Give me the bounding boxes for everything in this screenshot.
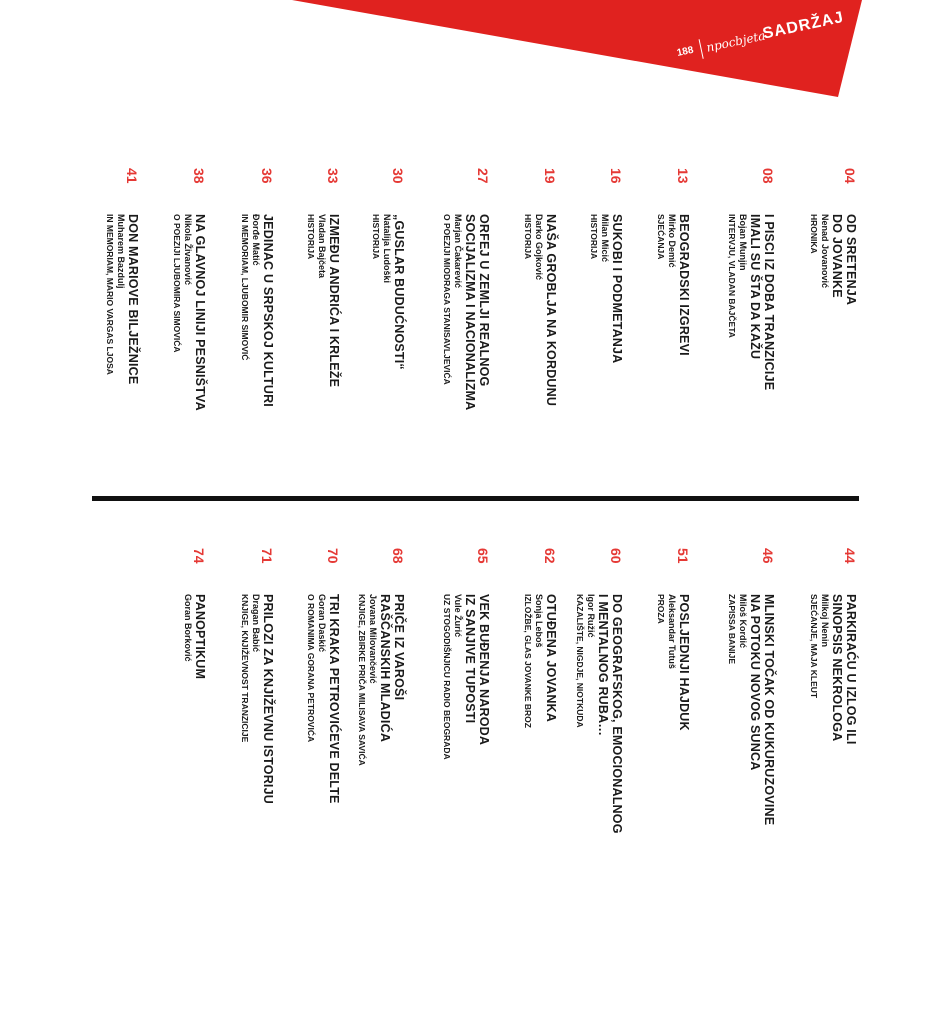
article-title: IZ SANJIVE TUPOSTI [463,594,477,724]
author-name: Natalija Ludoški [382,214,392,284]
article-category: HISTORIJA [523,214,533,260]
page-number: 04 [842,168,858,184]
toc-entry [645,548,691,1028]
toc-entry [357,548,406,1028]
article-title: RAŠČANSKIH MLADIĆA [378,594,392,743]
article-title: ORFEJ U ZEMLJI REALNOG [477,214,491,387]
page-number: 19 [542,168,558,184]
author-name: Vule Žurić [453,594,463,638]
entry-body [808,594,858,1014]
entry-body [239,594,275,1014]
article-category: IN MEMORIAM, MARIO VARGAS LJOSA [105,214,115,375]
article-title: OD SRETENJA [844,214,858,306]
article-category: SJEĆANJA [656,214,666,260]
toc-entry [512,548,558,1028]
page-number: 30 [390,168,406,184]
toc-entry [161,548,207,1028]
entry-body [441,594,491,1014]
author-name: Nenad Jovanović [820,214,830,289]
page-number: 16 [608,168,624,184]
entry-body [726,594,776,1014]
article-category: O ROMANIMA GORANA PETROVIĆA [306,594,316,743]
article-title: IMALI SU ŠTA DA KAŽU [748,214,762,360]
author-name: Dragan Babić [251,594,261,653]
entry-body [305,594,341,1014]
magazine-name: npocbjeta [705,28,767,55]
toc-entry [727,548,776,1028]
toc-entry [94,168,140,648]
article-title: VEK BUĐENJA NARODA [477,594,491,746]
article-title: NAŠA GROBLJA NA KORDUNU [544,214,558,407]
article-title: OTUĐENA JOVANKA [544,594,558,723]
article-category: KAZALIŠTE, NIGDJE, NIOTKUDA [575,594,585,728]
article-title: DON MARIOVE BILJEŽNICE [126,214,140,385]
article-category: SJEĆANJE, MAJA KLEUT [809,594,819,699]
section-title: SADRŽAJ [761,8,846,43]
author-name: Bojan Munjin [738,214,748,271]
article-category: PROZA [656,594,666,624]
page-number: 38 [191,168,207,184]
entry-body [574,594,624,1014]
article-title: I MENTALNOG RUBA… [596,594,610,737]
page-number: 41 [124,168,140,184]
article-category: KNJIGE, ZBIRKE PRIČA MILISAVA SAVIĆA [357,594,367,766]
article-title: PANOPTIKUM [193,594,207,680]
toc-entry [575,548,624,1028]
author-name: Milkoj Nenin [820,594,830,648]
article-title: IZMEĐU ANDRIĆA I KRLEŽE [327,214,341,388]
author-name: Goran Daskić [317,594,327,653]
author-name: Nikola Živanović [183,214,193,286]
author-name: Igor Ružić [586,594,596,638]
page-number: 13 [675,168,691,184]
article-title: SINOPSIS NEKROLOGA [830,594,844,742]
author-name: Đorđe Matić [251,214,261,266]
entry-body [522,594,558,1014]
page-number: 74 [191,548,207,564]
article-category: KNJIGE, KNJIŽEVNOST TRANZICIJE [240,594,250,743]
article-title: SOCIJALIZMA I NACIONALIZMA [463,214,477,411]
article-title: NA POTOKU NOVOG SUNCA [748,594,762,771]
page-number: 71 [259,548,275,564]
article-title: NA GLAVNOJ LINIJI PESNIŠTVA [193,214,207,411]
toc-entry [295,548,341,1028]
page-number: 46 [760,548,776,564]
author-name: Darko Gojković [534,214,544,281]
red-corner-banner [0,0,931,120]
article-category: HRONIKA [809,214,819,254]
banner-separator [699,39,704,59]
article-title: JEDINAC U SRPSKOJ KULTURI [261,214,275,407]
article-category: ZAPISSA BANIJE [727,594,737,665]
entry-body [182,594,207,1014]
article-title: I PISCI IZ DOBA TRANZICIJE [762,214,776,391]
article-title: PRIČE IZ VAROŠI [392,594,406,701]
author-name: Mirko Demić [667,214,677,268]
article-category: IZLOŽBE, GLAS JOVANKE BROZ [523,594,533,728]
article-title: TRI KRAKA PETROVIĆEVE DELTE [327,594,341,804]
article-title: MLINSKI TOČAK OD KUKURUZOVINE [762,594,776,826]
article-category: HISTORIJA [371,214,381,260]
article-category: O POEZIJI LJUBOMIRA SIMOVIĆA [172,214,182,353]
page-number: 70 [325,548,341,564]
page-number: 33 [325,168,341,184]
article-title: PRILOZI ZA KNJIŽEVNU ISTORIJU [261,594,275,804]
toc-entry [442,548,491,1028]
page-number: 36 [259,168,275,184]
author-name: Goran Borković [183,594,193,662]
toc-entry [809,548,858,1028]
article-category: IN MEMORIAM, LJUBOMIR SIMOVIĆ [240,214,250,361]
page-number: 51 [675,548,691,564]
article-category: HISTORIJA [306,214,316,260]
page-number: 68 [390,548,406,564]
author-name: Muharem Bazdulj [116,214,126,289]
article-title: DO JOVANKE [830,214,844,298]
entry-body [655,594,691,1014]
author-name: Jovana Milovančević [368,594,378,684]
entry-body [356,594,406,1014]
issue-number: 188 [675,44,695,59]
article-category: INTERVJU, VLADAN BAJČETA [727,214,737,338]
page-number: 60 [608,548,624,564]
page-number: 27 [475,168,491,184]
author-name: Miloš Kordić [738,594,748,649]
article-title: „GUSLAR BUDUĆNOSTI“ [392,214,406,370]
toc-entry [229,548,275,1028]
article-title: POSLJEDNJI HAJDUK [677,594,691,731]
article-title: SUKOBI I PODMETANJA [610,214,624,364]
article-category: HISTORIJA [589,214,599,260]
author-name: Milan Micić [600,214,610,263]
page-number: 65 [475,548,491,564]
page-number: 62 [542,548,558,564]
article-title: PARKIRAĆU U IZLOG ILI [844,594,858,745]
article-title: BEOGRADSKI IZGREVI [677,214,691,356]
article-category: O POEZIJI MIODRAGA STANISAVLJEVIĆA [442,214,452,385]
page-number: 08 [760,168,776,184]
article-title: DO GEOGRAFSKOG, EMOCIONALNOG [610,594,624,834]
author-name: Sonja Leboš [534,594,544,648]
author-name: Vladan Bajčeta [317,214,327,279]
page-number: 44 [842,548,858,564]
author-name: Marjan Čakarević [453,214,463,289]
author-name: Aleksandar Tutuš [667,594,677,669]
article-category: UZ STOGODIŠNJICU RADIO BEOGRADA [442,594,452,760]
entry-body [104,214,140,634]
